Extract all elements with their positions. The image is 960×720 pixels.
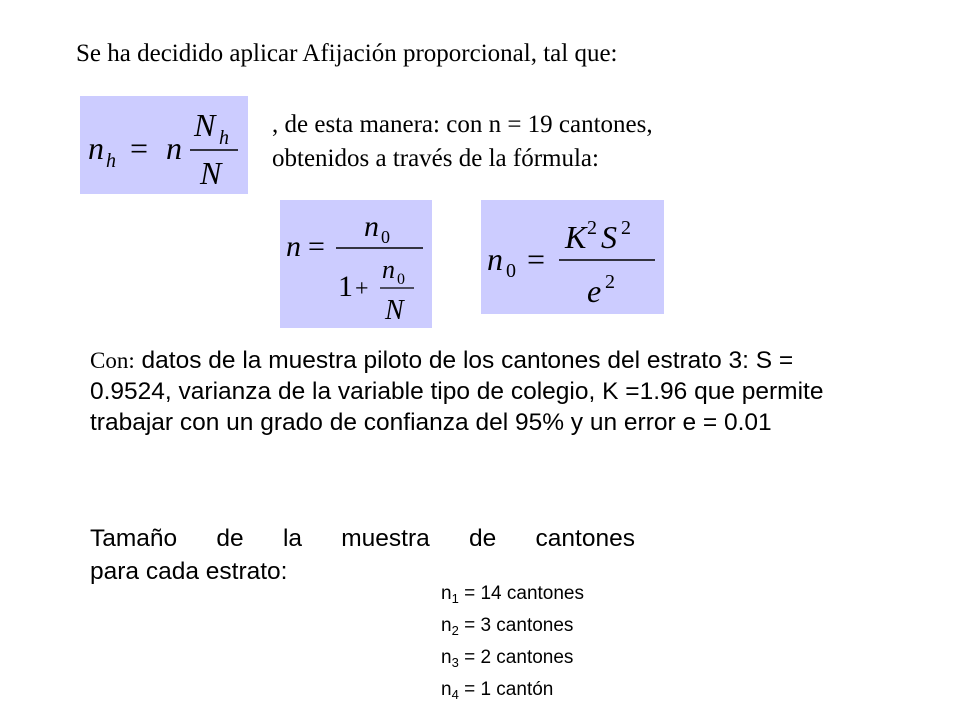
result-value: = 3 cantones (458, 615, 574, 636)
sample-size-heading-line-1: Tamaño de la muestra de cantones (90, 525, 635, 552)
result-item (441, 578, 584, 610)
svg-text:n: n (286, 230, 301, 263)
intro-line-2: obtenidos a través de la fórmula: (272, 145, 599, 172)
svg-text:2: 2 (621, 217, 631, 239)
allocation-formula-graphic (80, 96, 248, 194)
initial-size-formula (481, 200, 664, 314)
sample-size-formula (280, 200, 432, 328)
result-item (441, 610, 584, 642)
svg-text:=: = (308, 230, 325, 263)
svg-text:=: = (527, 241, 546, 277)
allocation-formula (80, 96, 248, 194)
results-list (441, 578, 584, 706)
svg-text:N: N (200, 155, 222, 191)
svg-text:n: n (166, 130, 182, 166)
result-symbol: n (441, 583, 452, 604)
svg-text:h: h (219, 127, 229, 149)
svg-text:h: h (106, 150, 116, 172)
result-subscript: 2 (451, 623, 459, 638)
sample-size-heading-line-2: para cada estrato: (90, 558, 288, 585)
result-value: = 1 cantón (458, 679, 554, 700)
result-subscript: 1 (451, 591, 459, 606)
svg-text:n: n (487, 241, 503, 277)
sample-size-formula-graphic (280, 200, 432, 328)
result-subscript: 4 (451, 687, 459, 702)
svg-text:2: 2 (587, 217, 597, 239)
svg-text:K: K (565, 219, 587, 255)
details-paragraph (90, 345, 850, 438)
svg-text:n: n (364, 210, 379, 243)
svg-text:n: n (88, 130, 104, 166)
result-symbol: n (441, 615, 452, 636)
slide-heading: Se ha decidido aplicar Afijación proporcional, tal que: (76, 40, 618, 67)
intro-line-1: , de esta manera: con n = 19 cantones, (272, 111, 653, 138)
svg-text:n: n (382, 255, 395, 284)
intro-text (272, 108, 653, 176)
result-symbol: n (441, 679, 452, 700)
svg-text:N: N (385, 295, 404, 326)
result-subscript: 3 (451, 655, 459, 670)
svg-text:=: = (130, 130, 149, 166)
svg-text:0: 0 (381, 227, 390, 247)
svg-text:0: 0 (506, 260, 516, 282)
svg-text:+: + (355, 276, 369, 302)
svg-text:N: N (194, 107, 216, 143)
svg-text:0: 0 (397, 271, 405, 288)
initial-size-formula-graphic (481, 200, 664, 314)
result-value: = 14 cantones (458, 583, 584, 604)
svg-text:2: 2 (605, 271, 615, 293)
svg-text:1: 1 (338, 270, 353, 303)
details-label: Con: (90, 348, 135, 373)
details-text: datos de la muestra piloto de los cantones del estrato 3: S = 0.9524, varianza de la variable tipo de colegio, K =1.96 que permite trabajar con un grado de confianza del 95% y un error e = 0.01 (90, 347, 824, 436)
svg-text:e: e (587, 273, 602, 309)
svg-text:S: S (601, 219, 617, 255)
result-value: = 2 cantones (458, 647, 574, 668)
result-item (441, 674, 584, 706)
result-symbol: n (441, 647, 452, 668)
result-item (441, 642, 584, 674)
